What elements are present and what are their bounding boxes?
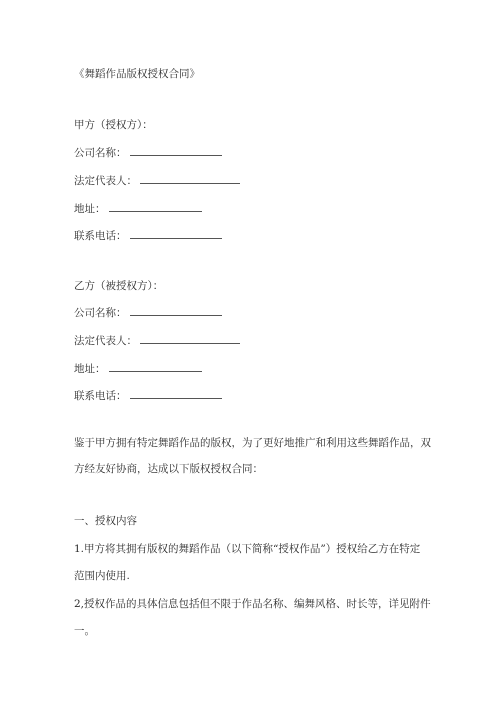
section-1-heading: 一、授权内容 bbox=[74, 515, 137, 527]
party-b-phone-label: 联系电话： bbox=[74, 390, 127, 402]
party-a-address-row bbox=[74, 202, 202, 216]
party-a-legal-rep-label: 法定代表人： bbox=[74, 175, 137, 187]
clause-1-line-2: 范围内使用. bbox=[74, 570, 130, 582]
preamble-line-1: 鉴于甲方拥有特定舞蹈作品的版权，为了更好地推广和利用这些舞蹈作品，双 bbox=[74, 437, 431, 449]
party-a-legal-rep-blank bbox=[140, 174, 240, 184]
party-a-legal-rep-row bbox=[74, 174, 240, 188]
party-b-address-label: 地址： bbox=[74, 363, 106, 375]
preamble-line-2: 方经友好协商，达成以下版权授权合同： bbox=[74, 463, 263, 475]
party-b-company-row bbox=[74, 306, 222, 320]
party-a-heading: 甲方（授权方）： bbox=[74, 119, 153, 131]
party-b-legal-rep-label: 法定代表人： bbox=[74, 335, 137, 347]
contract-title: 《舞蹈作品版权授权合同》 bbox=[74, 68, 200, 80]
party-b-phone-blank bbox=[130, 389, 222, 399]
party-a-address-label: 地址： bbox=[74, 203, 106, 215]
party-b-company-label: 公司名称： bbox=[74, 307, 127, 319]
party-b-legal-rep-blank bbox=[140, 334, 240, 344]
party-a-address-blank bbox=[109, 202, 202, 212]
party-a-company-row bbox=[74, 146, 222, 160]
clause-2-line-2: 一。 bbox=[74, 625, 95, 637]
party-a-company-blank bbox=[130, 146, 222, 156]
party-b-address-row bbox=[74, 362, 202, 376]
party-a-phone-label: 联系电话： bbox=[74, 230, 127, 242]
party-a-company-label: 公司名称： bbox=[74, 147, 127, 159]
party-a-phone-row bbox=[74, 229, 222, 243]
clause-1-line-1: 1.甲方将其拥有版权的舞蹈作品（以下简称“授权作品”）授权给乙方在特定 bbox=[74, 543, 421, 555]
party-b-phone-row bbox=[74, 389, 222, 403]
party-b-legal-rep-row bbox=[74, 334, 240, 348]
party-a-phone-blank bbox=[130, 229, 222, 239]
party-b-company-blank bbox=[130, 306, 222, 316]
party-b-heading: 乙方（被授权方）： bbox=[74, 280, 164, 292]
party-b-address-blank bbox=[109, 362, 202, 372]
clause-2-line-1: 2,授权作品的具体信息包括但不限于作品名称、编舞风格、时长等，详见附件 bbox=[74, 598, 431, 610]
